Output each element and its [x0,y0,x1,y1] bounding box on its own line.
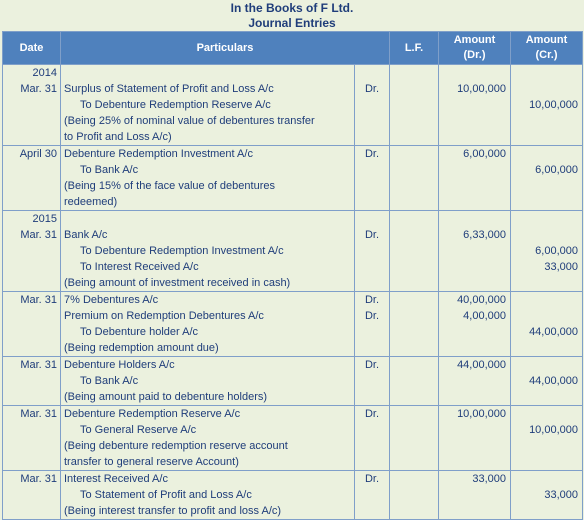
entry-particulars [61,146,355,211]
entry-date [3,471,61,520]
journal-subtitle: Journal Entries [248,16,336,30]
credit-account: To Statement of Profit and Loss A/c [80,489,252,501]
entry-lf [390,65,439,146]
entry-amount-cr [511,471,583,520]
spacer-line [355,324,389,340]
spacer-line [511,81,578,97]
narration-line: (Being amount of investment received in cash) [64,277,291,289]
entry-amount-dr [439,357,511,406]
entry-amount-dr [439,406,511,471]
date-line: Mar. 31 [20,473,57,485]
credit-account: To Interest Received A/c [80,261,199,273]
spacer-line [439,162,506,178]
entry-amount-dr [439,292,511,357]
dr-label: Dr. [364,408,380,420]
narration-line: (Being redemption amount due) [64,342,219,354]
spacer-line [355,373,389,389]
entry-date [3,292,61,357]
book-title: In the Books of F Ltd. [230,1,354,15]
header-particulars: Particulars [61,32,390,65]
entry-amount-cr [511,292,583,357]
dr-label: Dr. [364,473,380,485]
spacer-line [355,65,389,81]
entry-amount-cr [511,65,583,146]
header-amount-cr [511,32,583,65]
date-line: 2015 [32,213,57,225]
date-line: April 30 [19,148,57,160]
credit-account: To Bank A/c [80,375,139,387]
entry-dr-marker [355,211,390,292]
debit-account: Bank A/c [64,229,108,241]
debit-amount: 40,00,000 [457,294,506,306]
entry-particulars [61,357,355,406]
journal-entry-row [3,65,583,146]
journal-entry-row [3,146,583,211]
entry-amount-dr [439,211,511,292]
spacer-line [64,65,354,81]
entry-particulars [61,211,355,292]
spacer-line [355,211,389,227]
spacer-line [355,97,389,113]
spacer-line [439,259,506,275]
dr-label: Dr. [364,359,380,371]
spacer-line [439,65,506,81]
dr-label: Dr. [364,83,380,95]
debit-amount: 4,00,000 [463,310,506,322]
spacer-line [439,373,506,389]
entry-particulars [61,292,355,357]
credit-amount: 44,00,000 [529,375,578,387]
spacer-line [511,146,578,162]
spacer-line [355,259,389,275]
narration-line: (Being debenture redemption reserve account [64,440,288,452]
spacer-line [511,227,578,243]
journal-table [2,31,583,520]
spacer-line [355,422,389,438]
entry-amount-cr [511,357,583,406]
entry-particulars [61,65,355,146]
narration-line: (Being 25% of nominal value of debentures transfer [64,115,315,127]
credit-account: To Debenture holder A/c [80,326,199,338]
entry-amount-cr [511,146,583,211]
entry-amount-cr [511,211,583,292]
spacer-line [439,324,506,340]
spacer-line [439,487,506,503]
date-line: Mar. 31 [20,294,57,306]
header-amount-cr-label: Amount [525,34,568,46]
entry-particulars [61,471,355,520]
spacer-line [355,162,389,178]
journal-body [3,65,583,520]
entry-lf [390,292,439,357]
credit-amount: 33,000 [544,261,578,273]
credit-account: To General Reserve A/c [80,424,197,436]
entry-lf [390,146,439,211]
date-line: 2014 [32,67,57,79]
entry-lf [390,357,439,406]
dr-label: Dr. [364,294,380,306]
narration-line: (Being 15% of the face value of debentures [64,180,275,192]
spacer-line [511,292,578,308]
header-amount-dr-unit: (Dr.) [463,49,486,61]
entry-dr-marker [355,406,390,471]
entry-lf [390,471,439,520]
spacer-line [511,308,578,324]
header-date: Date [3,32,61,65]
entry-lf [390,406,439,471]
entry-date [3,357,61,406]
debit-amount: 44,00,000 [457,359,506,371]
entry-dr-marker [355,292,390,357]
entry-dr-marker [355,146,390,211]
spacer-line [439,243,506,259]
narration-line: redeemed) [64,196,118,208]
entry-dr-marker [355,471,390,520]
credit-amount: 33,000 [544,489,578,501]
header-row [3,32,583,65]
debit-account: Debenture Holders A/c [64,359,175,371]
entry-date [3,406,61,471]
entry-dr-marker [355,357,390,406]
entry-date [3,211,61,292]
spacer-line [511,471,578,487]
date-line: Mar. 31 [20,359,57,371]
date-line: Mar. 31 [20,83,57,95]
date-line: Mar. 31 [20,408,57,420]
entry-amount-dr [439,146,511,211]
entry-amount-cr [511,406,583,471]
credit-account: To Debenture Redemption Investment A/c [80,245,284,257]
entry-dr-marker [355,65,390,146]
credit-amount: 10,00,000 [529,424,578,436]
credit-amount: 6,00,000 [535,245,578,257]
spacer-line [439,97,506,113]
narration-line: to Profit and Loss A/c) [64,131,172,143]
journal-entry-row [3,211,583,292]
debit-account: Debenture Redemption Investment A/c [64,148,253,160]
journal-entry-row [3,406,583,471]
spacer-line [439,422,506,438]
credit-amount: 44,00,000 [529,326,578,338]
spacer-line [511,357,578,373]
debit-amount: 10,00,000 [457,408,506,420]
journal-entry-row [3,471,583,520]
dr-label: Dr. [364,229,380,241]
dr-label: Dr. [364,148,380,160]
dr-label: Dr. [364,310,380,322]
journal-entry-row [3,292,583,357]
spacer-line [439,211,506,227]
credit-amount: 10,00,000 [529,99,578,111]
credit-amount: 6,00,000 [535,164,578,176]
debit-amount: 6,00,000 [463,148,506,160]
date-line: Mar. 31 [20,229,57,241]
entry-amount-dr [439,471,511,520]
credit-account: To Debenture Redemption Reserve A/c [80,99,271,111]
narration-line: transfer to general reserve Account) [64,456,239,468]
header-amount-cr-unit: (Cr.) [535,49,558,61]
entry-date [3,65,61,146]
narration-line: (Being interest transfer to profit and loss A/c) [64,505,282,517]
header-lf: L.F. [390,32,439,65]
debit-account: Debenture Redemption Reserve A/c [64,408,241,420]
debit-amount: 33,000 [472,473,506,485]
entry-amount-dr [439,65,511,146]
narration-line: (Being amount paid to debenture holders) [64,391,268,403]
debit-account: Premium on Redemption Debentures A/c [64,310,264,322]
debit-amount: 6,33,000 [463,229,506,241]
credit-account: To Bank A/c [80,164,139,176]
spacer-line [511,211,578,227]
header-amount-dr-label: Amount [453,34,496,46]
debit-account: 7% Debentures A/c [64,294,159,306]
debit-account: Surplus of Statement of Profit and Loss A/c [64,83,274,95]
entry-lf [390,211,439,292]
spacer-line [511,406,578,422]
header-amount-dr [439,32,511,65]
spacer-line [355,243,389,259]
spacer-line [64,211,354,227]
debit-account: Interest Received A/c [64,473,168,485]
entry-date [3,146,61,211]
entry-particulars [61,406,355,471]
journal-entry-row [3,357,583,406]
debit-amount: 10,00,000 [457,83,506,95]
spacer-line [355,487,389,503]
spacer-line [511,65,578,81]
